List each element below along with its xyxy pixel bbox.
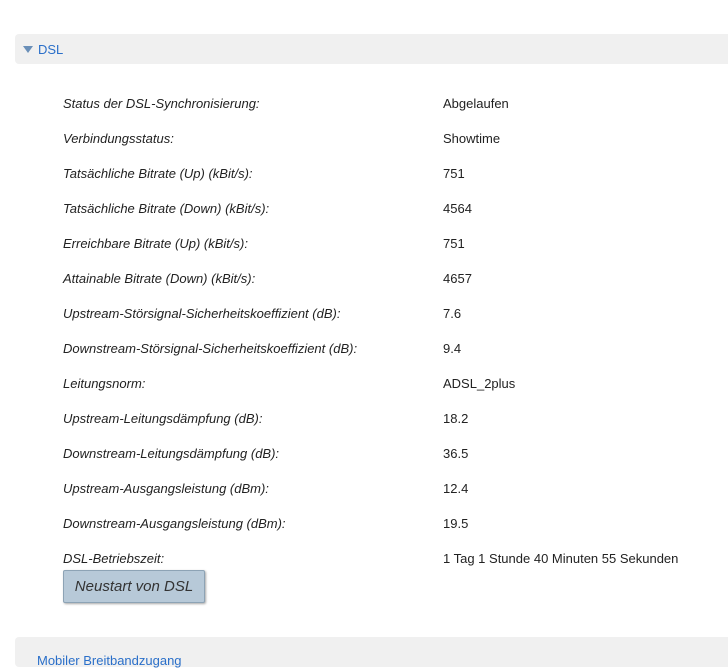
info-row (63, 191, 728, 226)
info-row (63, 296, 728, 331)
section-title: DSL (38, 41, 64, 57)
row-label: Downstream-Leitungsdämpfung (dB): (63, 446, 280, 461)
dsl-section-header[interactable] (15, 34, 728, 64)
info-row (63, 156, 728, 191)
row-label: DSL-Betriebszeit: (63, 551, 165, 566)
restart-dsl-button[interactable]: Neustart von DSL (63, 570, 205, 603)
row-label: Leitungsnorm: (63, 376, 146, 391)
row-value: 7.6 (443, 306, 462, 321)
row-value: 1 Tag 1 Stunde 40 Minuten 55 Sekunden (443, 551, 679, 566)
row-label: Verbindungsstatus: (63, 131, 174, 146)
row-label: Status der DSL-Synchronisierung: (63, 96, 260, 111)
row-value: Abgelaufen (443, 96, 509, 111)
row-value: Showtime (443, 131, 501, 146)
row-value: 4564 (443, 201, 472, 216)
row-label: Upstream-Leitungsdämpfung (dB): (63, 411, 263, 426)
dsl-info-list (63, 86, 728, 576)
row-value: 751 (443, 166, 465, 181)
info-row (63, 471, 728, 506)
row-value: 12.4 (443, 481, 469, 496)
row-value: 4657 (443, 271, 472, 286)
collapse-arrow-icon (23, 46, 33, 53)
info-row (63, 436, 728, 471)
mobile-broadband-section-header[interactable] (15, 637, 728, 667)
row-label: Downstream-Ausgangsleistung (dBm): (63, 516, 286, 531)
row-label: Attainable Bitrate (Down) (kBit/s): (63, 271, 256, 286)
row-value: ADSL_2plus (443, 376, 516, 391)
info-row (63, 261, 728, 296)
info-row (63, 401, 728, 436)
info-row (63, 226, 728, 261)
row-value: 18.2 (443, 411, 469, 426)
row-label: Downstream-Störsignal-Sicherheitskoeffizient (dB): (63, 341, 358, 356)
section-title: Mobiler Breitbandzugang (37, 652, 182, 668)
row-label: Erreichbare Bitrate (Up) (kBit/s): (63, 236, 248, 251)
info-row (63, 331, 728, 366)
row-value: 9.4 (443, 341, 462, 356)
row-label: Tatsächliche Bitrate (Up) (kBit/s): (63, 166, 253, 181)
row-value: 36.5 (443, 446, 469, 461)
info-row (63, 366, 728, 401)
info-row (63, 86, 728, 121)
row-label: Upstream-Störsignal-Sicherheitskoeffizient (dB): (63, 306, 341, 321)
row-label: Tatsächliche Bitrate (Down) (kBit/s): (63, 201, 270, 216)
info-row (63, 121, 728, 156)
row-value: 751 (443, 236, 465, 251)
info-row (63, 506, 728, 541)
row-value: 19.5 (443, 516, 469, 531)
row-label: Upstream-Ausgangsleistung (dBm): (63, 481, 269, 496)
